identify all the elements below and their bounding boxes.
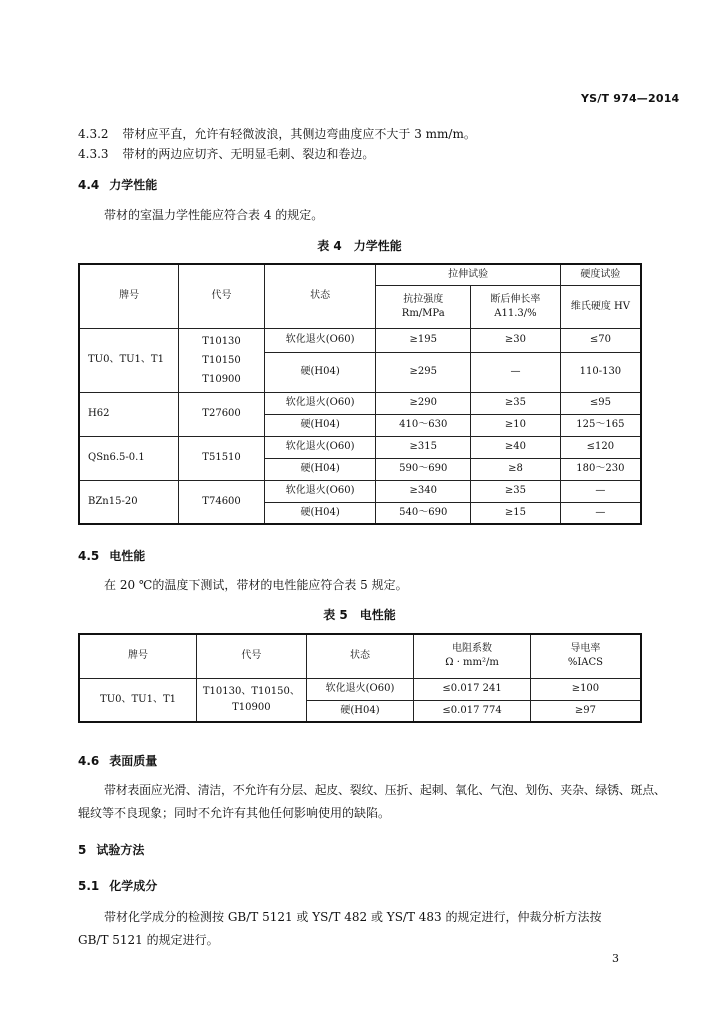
standard-code: YS/T 974—2014 (581, 92, 680, 105)
hardness-cell: ≤95 (560, 392, 641, 414)
paragraph-line: 带材表面应光滑、清洁，不允许有分层、起皮、裂纹、压折、起刺、氧化、气泡、划伤、夹杂、绿锈、斑点、 (104, 783, 666, 797)
section-title: 力学性能 (109, 178, 158, 192)
header-tensile-test: 拉伸试验 (376, 264, 560, 285)
table-4-caption: 表 4 力学性能 (317, 239, 402, 253)
elongation-cell: ≥30 (471, 328, 561, 352)
section-number: 4.4 (78, 178, 100, 192)
code-cell: T74600 (179, 480, 265, 524)
header-conductivity (530, 634, 641, 678)
hardness-cell: ≤120 (560, 436, 641, 458)
clause-text: 带材的两边应切齐、无明显毛刺、裂边和卷边。 (122, 147, 375, 161)
header-hardness: 维氏硬度 HV (560, 285, 641, 328)
header-state: 状态 (306, 634, 414, 678)
table-row (79, 480, 641, 502)
header-code: 代号 (197, 634, 307, 678)
paragraph-line: 辊纹等不良现象；同时不允许有其他任何影响使用的缺陷。 (78, 806, 391, 820)
clause-number: 4.3.3 (78, 147, 109, 161)
code-value: T10130、T10150、 (202, 685, 300, 697)
table-row (79, 392, 641, 414)
hardness-cell: 180～230 (560, 458, 641, 480)
resistivity-cell: ≤0.017 241 (414, 678, 531, 700)
elongation-cell: ≥15 (471, 502, 561, 524)
code-cell: T27600 (179, 392, 265, 436)
strength-cell: ≥290 (376, 392, 471, 414)
table-row (79, 678, 641, 700)
code-cell (197, 678, 307, 722)
section-4-4-heading (78, 176, 157, 193)
state-cell: 硬(H04) (306, 700, 414, 722)
header-code: 代号 (179, 264, 265, 328)
table-5 (78, 633, 642, 723)
state-cell: 硬(H04) (264, 458, 375, 480)
hardness-cell: ≤70 (560, 328, 641, 352)
clause-4-3-3 (78, 145, 374, 162)
header-hardness-test: 硬度试验 (560, 264, 641, 285)
elongation-label: 断后伸长率 (490, 293, 541, 305)
section-title: 表面质量 (109, 754, 158, 768)
code-value: T10150 (202, 354, 241, 366)
conductivity-unit: %IACS (567, 657, 604, 669)
resistivity-label: 电阻系数 (452, 643, 493, 655)
conductivity-label: 导电率 (570, 643, 601, 655)
page-number: 3 (612, 952, 619, 965)
section-5-heading (78, 841, 144, 858)
section-title: 化学成分 (109, 879, 158, 893)
state-cell: 硬(H04) (264, 352, 375, 392)
strength-cell: 410～630 (376, 414, 471, 436)
table-row (79, 436, 641, 458)
paragraph-line: GB/T 5121 的规定进行。 (78, 933, 219, 947)
code-value: T10130 (202, 335, 241, 347)
header-elongation (471, 285, 561, 328)
header-grade: 牌号 (79, 264, 179, 328)
strength-unit: Rm/MPa (401, 307, 445, 319)
strength-cell: ≥195 (376, 328, 471, 352)
section-number: 5.1 (78, 879, 100, 893)
strength-cell: ≥315 (376, 436, 471, 458)
paragraph-line: 带材化学成分的检测按 GB/T 5121 或 YS/T 482 或 YS/T 483 的规定进行，仲裁分析方法按 (104, 910, 602, 924)
resistivity-unit: Ω · mm²/m (445, 657, 499, 669)
elongation-cell: ≥10 (471, 414, 561, 436)
conductivity-cell: ≥97 (530, 700, 641, 722)
section-title: 试验方法 (96, 843, 145, 857)
elongation-cell: ≥35 (471, 392, 561, 414)
hardness-cell: 110-130 (560, 352, 641, 392)
code-value: T10900 (232, 701, 271, 713)
section-4-6-text (78, 779, 666, 825)
grade-cell: QSn6.5-0.1 (79, 436, 179, 480)
section-4-4-text: 带材的室温力学性能应符合表 4 的规定。 (104, 208, 324, 222)
section-number: 4.5 (78, 549, 100, 563)
resistivity-cell: ≤0.017 774 (414, 700, 531, 722)
state-cell: 软化退火(O60) (306, 678, 414, 700)
table-row (79, 328, 641, 352)
section-5-1-heading (78, 877, 157, 894)
elongation-unit: A11.3/% (494, 307, 537, 319)
header-grade: 牌号 (79, 634, 197, 678)
section-4-6-heading (78, 752, 157, 769)
state-cell: 软化退火(O60) (264, 436, 375, 458)
grade-cell: BZn15-20 (79, 480, 179, 524)
header-strength (376, 285, 471, 328)
state-cell: 软化退火(O60) (264, 480, 375, 502)
state-cell: 硬(H04) (264, 502, 375, 524)
section-5-1-text (78, 906, 643, 952)
table-4 (78, 263, 642, 525)
header-resistivity (414, 634, 531, 678)
clause-number: 4.3.2 (78, 127, 109, 141)
hardness-cell: — (560, 502, 641, 524)
strength-cell: ≥295 (376, 352, 471, 392)
table-5-caption: 表 5 电性能 (323, 608, 396, 622)
grade-cell: H62 (79, 392, 179, 436)
section-4-5-heading (78, 547, 145, 564)
elongation-cell: ≥40 (471, 436, 561, 458)
grade-cell: TU0、TU1、T1 (79, 328, 179, 392)
clause-text: 带材应平直，允许有轻微波浪，其侧边弯曲度应不大于 3 mm/m。 (122, 127, 476, 141)
elongation-cell: ≥35 (471, 480, 561, 502)
hardness-cell: — (560, 480, 641, 502)
header-state: 状态 (264, 264, 375, 328)
strength-label: 抗拉强度 (403, 293, 444, 305)
elongation-cell: — (471, 352, 561, 392)
conductivity-cell: ≥100 (530, 678, 641, 700)
grade-cell: TU0、TU1、T1 (79, 678, 197, 722)
state-cell: 硬(H04) (264, 414, 375, 436)
section-number: 4.6 (78, 754, 100, 768)
strength-cell: 590～690 (376, 458, 471, 480)
elongation-cell: ≥8 (471, 458, 561, 480)
section-title: 电性能 (109, 549, 146, 563)
code-cell: T51510 (179, 436, 265, 480)
section-4-5-text: 在 20 ℃的温度下测试，带材的电性能应符合表 5 规定。 (104, 578, 408, 592)
section-number: 5 (78, 843, 87, 857)
hardness-cell: 125～165 (560, 414, 641, 436)
code-value: T10900 (202, 373, 241, 385)
strength-cell: 540～690 (376, 502, 471, 524)
code-cell (179, 328, 265, 392)
clause-4-3-2 (78, 125, 476, 142)
state-cell: 软化退火(O60) (264, 392, 375, 414)
state-cell: 软化退火(O60) (264, 328, 375, 352)
strength-cell: ≥340 (376, 480, 471, 502)
